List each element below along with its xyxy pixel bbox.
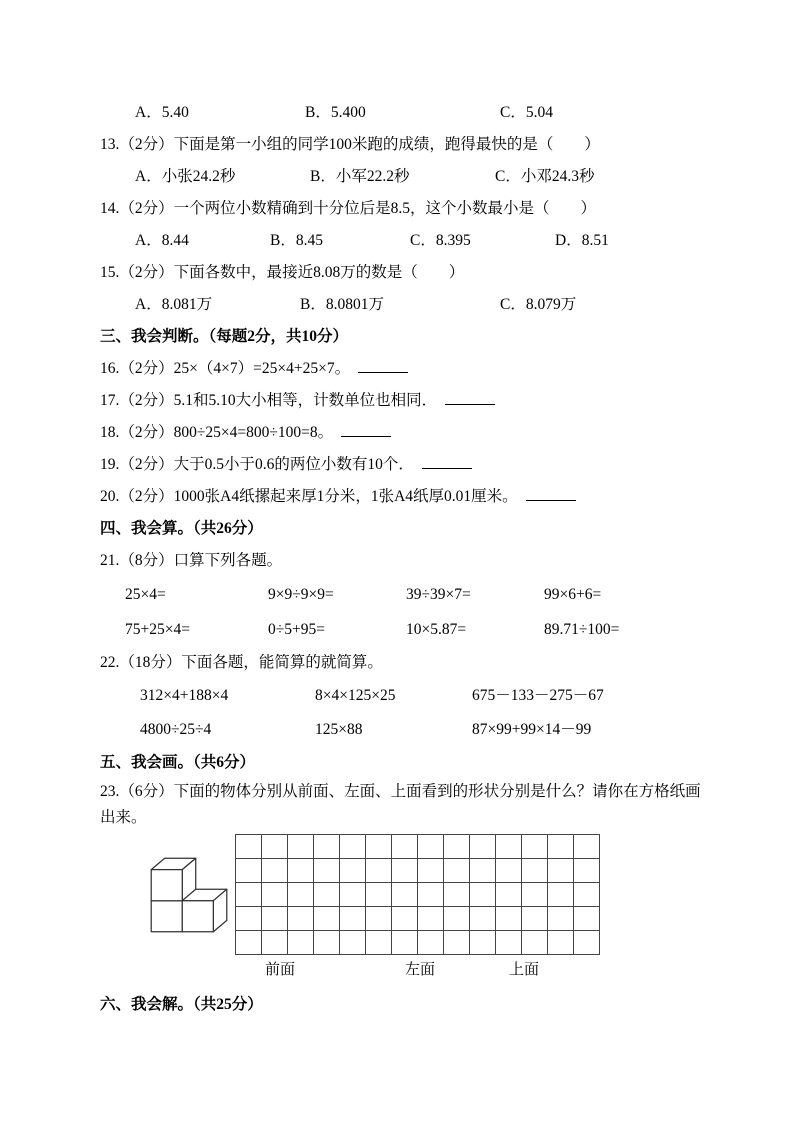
oral-calc-item: 39÷39×7= <box>406 586 471 603</box>
option-b: B．5.400 <box>305 104 366 121</box>
option-a: A．5.40 <box>135 104 189 121</box>
question-21-row-1 <box>125 577 704 612</box>
oral-calc-item: 75+25×4= <box>125 621 190 638</box>
oral-calc-item: 89.71÷100= <box>544 621 620 638</box>
answer-blank <box>341 422 391 437</box>
cube-stack-figure <box>145 852 233 938</box>
question-23-figure <box>100 834 704 955</box>
question-22-row-2 <box>140 713 704 747</box>
question-22-stem: 22.（18分）下面各题，能简算的就简算。 <box>100 654 383 671</box>
simplify-calc-item: 675－133－275－67 <box>472 687 604 704</box>
question-13-stem: 13.（2分）下面是第一小组的同学100米跑的成绩，跑得最快的是（ ） <box>100 136 600 153</box>
question-17-text: 17.（2分）5.1和5.10大小相等，计数单位也相同． <box>100 392 438 409</box>
simplify-calc-item: 8×4×125×25 <box>315 687 396 704</box>
question-14-stem: 14.（2分）一个两位小数精确到十分位后是8.5，这个小数最小是（ ） <box>100 200 597 217</box>
question-19-text: 19.（2分）大于0.5小于0.6的两位小数有10个． <box>100 456 414 473</box>
question-16 <box>100 353 704 385</box>
option-a: A．8.44 <box>135 232 189 249</box>
option-c: C．5.04 <box>500 104 553 121</box>
oral-calc-item: 25×4= <box>125 586 166 603</box>
oral-calc-item: 9×9÷9×9= <box>268 586 334 603</box>
oral-calc-item: 0÷5+95= <box>268 621 325 638</box>
label-front-view: 前面 <box>265 962 296 978</box>
question-20 <box>100 481 704 513</box>
option-b: B．小军22.2秒 <box>310 168 410 185</box>
question-22-row-1 <box>140 679 704 713</box>
question-15-options <box>135 289 704 321</box>
simplify-calc-item: 4800÷25÷4 <box>140 721 212 738</box>
section-3-header: 三、我会判断。（每题2分，共10分） <box>100 328 349 345</box>
oral-calc-item: 99×6+6= <box>544 586 602 603</box>
option-b: B．8.0801万 <box>300 296 384 313</box>
option-c: C．8.079万 <box>500 296 577 313</box>
answer-blank <box>445 390 495 405</box>
simplify-calc-item: 87×99+99×14－99 <box>472 721 592 738</box>
simplify-calc-item: 312×4+188×4 <box>140 687 229 704</box>
option-a: A．8.081万 <box>135 296 213 313</box>
option-c: C．小邓24.3秒 <box>495 168 595 185</box>
question-21-stem: 21.（8分）口算下列各题。 <box>100 552 283 569</box>
option-d: D．8.51 <box>555 232 609 249</box>
answer-blank <box>422 454 472 469</box>
option-a: A．小张24.2秒 <box>135 168 236 185</box>
label-left-view: 左面 <box>405 962 436 978</box>
question-23-stem: 23.（6分）下面的物体分别从前面、左面、上面看到的形状分别是什么？请你在方格纸画出来。 <box>100 783 701 826</box>
question-17 <box>100 385 704 417</box>
drawing-grid[interactable] <box>235 834 600 955</box>
section-6-header: 六、我会解。（共25分） <box>100 996 263 1013</box>
question-18 <box>100 417 704 449</box>
question-20-text: 20.（2分）1000张A4纸摞起来厚1分米，1张A4纸厚0.01厘米。 <box>100 488 518 505</box>
section-5-header: 五、我会画。（共6分） <box>100 754 256 771</box>
question-13-options <box>135 161 704 193</box>
oral-calc-item: 10×5.87= <box>406 621 467 638</box>
question-15-stem: 15.（2分）下面各数中，最接近8.08万的数是（ ） <box>100 264 465 281</box>
question-18-text: 18.（2分）800÷25×4=800÷100=8。 <box>100 424 334 441</box>
question-12-options <box>135 97 704 129</box>
question-21-row-2 <box>125 612 704 647</box>
option-b: B．8.45 <box>270 232 323 249</box>
question-14-options <box>135 225 704 257</box>
label-top-view: 上面 <box>509 962 540 978</box>
option-c: C．8.395 <box>410 232 471 249</box>
view-labels <box>237 955 602 981</box>
question-19 <box>100 449 704 481</box>
answer-blank <box>526 486 576 501</box>
simplify-calc-item: 125×88 <box>315 721 363 738</box>
question-16-text: 16.（2分）25×（4×7）=25×4+25×7。 <box>100 360 351 377</box>
answer-blank <box>358 358 408 373</box>
section-4-header: 四、我会算。（共26分） <box>100 520 263 537</box>
